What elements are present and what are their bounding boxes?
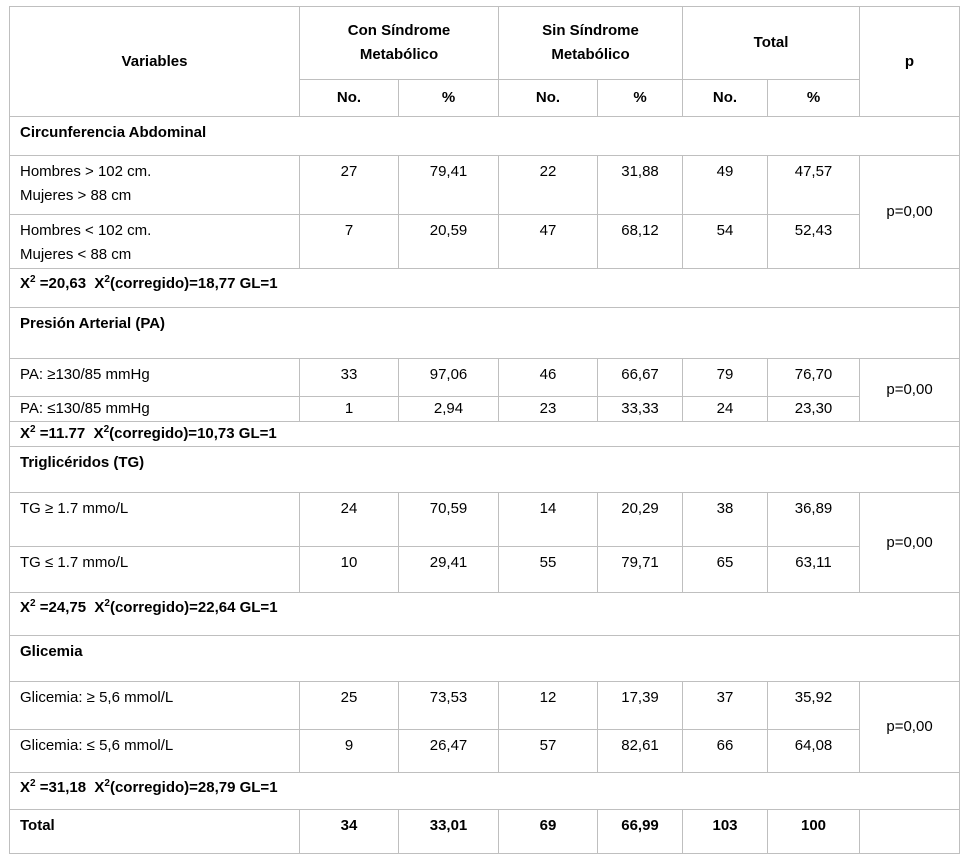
- sin-no-cell: 12: [499, 682, 598, 730]
- chi-value: =11.77: [39, 425, 86, 442]
- con-pct-cell: 70,59: [399, 493, 499, 547]
- section-title: Glicemia: [10, 636, 960, 682]
- total-no-cell: 37: [683, 682, 768, 730]
- section-title-row: [10, 636, 960, 682]
- chi-corrected-value: (corregido)=22,64 GL=1: [109, 599, 278, 616]
- chi-square-stats: [10, 773, 960, 810]
- section-title-row: [10, 308, 960, 359]
- con-pct-cell: 20,59: [399, 215, 499, 269]
- row-label: [10, 156, 300, 215]
- sin-pct-cell: 33,33: [598, 397, 683, 422]
- subheader-con-pct: %: [399, 80, 499, 117]
- total-no-cell: 65: [683, 547, 768, 593]
- table-row: [10, 682, 960, 730]
- table-row: [10, 156, 960, 215]
- total-tot-no: 103: [683, 810, 768, 854]
- chi-square-stats: [10, 593, 960, 636]
- total-no-cell: 49: [683, 156, 768, 215]
- table-row: [10, 215, 960, 269]
- total-label: Total: [10, 810, 300, 854]
- total-pct-cell: 35,92: [768, 682, 860, 730]
- total-pct-cell: 63,11: [768, 547, 860, 593]
- row-label-line1: Hombres < 102 cm.: [20, 222, 152, 239]
- con-no-cell: 27: [300, 156, 399, 215]
- stat-row: [10, 773, 960, 810]
- chi-x: X: [20, 425, 31, 442]
- sin-no-cell: 46: [499, 359, 598, 397]
- subheader-con-no: No.: [300, 80, 399, 117]
- sin-no-cell: 14: [499, 493, 598, 547]
- row-label-line2: Mujeres < 88 cm: [20, 246, 132, 263]
- chi-value: =24,75: [39, 599, 87, 616]
- con-pct-cell: 79,41: [399, 156, 499, 215]
- chi-corrected-value: (corregido)=18,77 GL=1: [109, 275, 278, 292]
- chi-x: X: [20, 275, 31, 292]
- section-title: Triglicéridos (TG): [10, 447, 960, 493]
- chi-sup: 2: [30, 274, 36, 285]
- header-con-sindrome: Con Síndrome Metabólico: [300, 7, 499, 80]
- header-total: Total: [683, 7, 860, 80]
- chi-x: X: [93, 425, 104, 442]
- stat-row: [10, 593, 960, 636]
- sin-no-cell: 47: [499, 215, 598, 269]
- sin-no-cell: 23: [499, 397, 598, 422]
- chi-x: X: [20, 599, 31, 616]
- sin-pct-cell: 79,71: [598, 547, 683, 593]
- con-pct-cell: 26,47: [399, 730, 499, 773]
- subheader-total-pct: %: [768, 80, 860, 117]
- total-con-pct: 33,01: [399, 810, 499, 854]
- table-row: [10, 547, 960, 593]
- stat-row: [10, 269, 960, 308]
- total-con-no: 34: [300, 810, 399, 854]
- sin-no-cell: 57: [499, 730, 598, 773]
- p-value-cell: p=0,00: [860, 156, 960, 269]
- total-pct-cell: 64,08: [768, 730, 860, 773]
- chi-sup: 2: [104, 598, 110, 609]
- chi-value: =20,63: [39, 275, 87, 292]
- chi-square-stats: [10, 269, 960, 308]
- chi-sup: 2: [30, 424, 36, 435]
- sin-pct-cell: 31,88: [598, 156, 683, 215]
- chi-sup: 2: [104, 274, 110, 285]
- header-row-1: [10, 7, 960, 80]
- sin-pct-cell: 66,67: [598, 359, 683, 397]
- total-tot-pct: 100: [768, 810, 860, 854]
- table-row: [10, 359, 960, 397]
- sin-pct-cell: 82,61: [598, 730, 683, 773]
- chi-square-stats: [10, 422, 960, 447]
- con-no-cell: 33: [300, 359, 399, 397]
- total-pct-cell: 23,30: [768, 397, 860, 422]
- chi-sup: 2: [30, 598, 36, 609]
- section-title-row: [10, 117, 960, 156]
- sin-pct-cell: 20,29: [598, 493, 683, 547]
- con-pct-cell: 29,41: [399, 547, 499, 593]
- table-row: [10, 493, 960, 547]
- con-no-cell: 9: [300, 730, 399, 773]
- con-pct-cell: 97,06: [399, 359, 499, 397]
- sin-no-cell: 22: [499, 156, 598, 215]
- subheader-sin-pct: %: [598, 80, 683, 117]
- sin-no-cell: 55: [499, 547, 598, 593]
- table-row: [10, 397, 960, 422]
- row-label: PA: ≤130/85 mmHg: [10, 397, 300, 422]
- total-no-cell: 66: [683, 730, 768, 773]
- p-value-cell: p=0,00: [860, 493, 960, 593]
- header-variables: Variables: [10, 7, 300, 117]
- sin-pct-cell: 17,39: [598, 682, 683, 730]
- con-pct-cell: 2,94: [399, 397, 499, 422]
- chi-x: X: [94, 599, 105, 616]
- row-label: TG ≥ 1.7 mmo/L: [10, 493, 300, 547]
- row-label-line2: Mujeres > 88 cm: [20, 187, 132, 204]
- table-row: [10, 730, 960, 773]
- subheader-sin-no: No.: [499, 80, 598, 117]
- header-p: p: [860, 7, 960, 117]
- row-label: [10, 215, 300, 269]
- total-p-empty: [860, 810, 960, 854]
- p-value-cell: p=0,00: [860, 682, 960, 773]
- total-no-cell: 79: [683, 359, 768, 397]
- row-label: TG ≤ 1.7 mmo/L: [10, 547, 300, 593]
- total-sin-no: 69: [499, 810, 598, 854]
- stat-row: [10, 422, 960, 447]
- row-label-line1: Hombres > 102 cm.: [20, 163, 152, 180]
- total-row: [10, 810, 960, 854]
- con-no-cell: 25: [300, 682, 399, 730]
- chi-value: =31,18: [39, 779, 87, 796]
- chi-x: X: [20, 779, 31, 796]
- sin-pct-cell: 68,12: [598, 215, 683, 269]
- chi-x: X: [94, 275, 105, 292]
- total-sin-pct: 66,99: [598, 810, 683, 854]
- con-no-cell: 7: [300, 215, 399, 269]
- metabolic-syndrome-table: [9, 6, 960, 854]
- chi-sup: 2: [103, 424, 110, 435]
- total-pct-cell: 52,43: [768, 215, 860, 269]
- total-pct-cell: 76,70: [768, 359, 860, 397]
- total-pct-cell: 36,89: [768, 493, 860, 547]
- con-no-cell: 10: [300, 547, 399, 593]
- total-no-cell: 24: [683, 397, 768, 422]
- subheader-total-no: No.: [683, 80, 768, 117]
- total-pct-cell: 47,57: [768, 156, 860, 215]
- con-no-cell: 1: [300, 397, 399, 422]
- chi-corrected-value: (corregido)=28,79 GL=1: [109, 779, 278, 796]
- total-no-cell: 54: [683, 215, 768, 269]
- p-value-cell: p=0,00: [860, 359, 960, 422]
- section-title: Presión Arterial (PA): [10, 308, 960, 359]
- row-label: Glicemia: ≥ 5,6 mmol/L: [10, 682, 300, 730]
- section-title: Circunferencia Abdominal: [10, 117, 960, 156]
- total-no-cell: 38: [683, 493, 768, 547]
- row-label: Glicemia: ≤ 5,6 mmol/L: [10, 730, 300, 773]
- con-no-cell: 24: [300, 493, 399, 547]
- chi-x: X: [94, 779, 105, 796]
- header-sin-sindrome: Sin Síndrome Metabólico: [499, 7, 683, 80]
- chi-corrected-value: (corregido)=10,73 GL=1: [109, 425, 277, 442]
- chi-sup: 2: [104, 778, 110, 789]
- section-title-row: [10, 447, 960, 493]
- con-pct-cell: 73,53: [399, 682, 499, 730]
- row-label: PA: ≥130/85 mmHg: [10, 359, 300, 397]
- chi-sup: 2: [30, 778, 36, 789]
